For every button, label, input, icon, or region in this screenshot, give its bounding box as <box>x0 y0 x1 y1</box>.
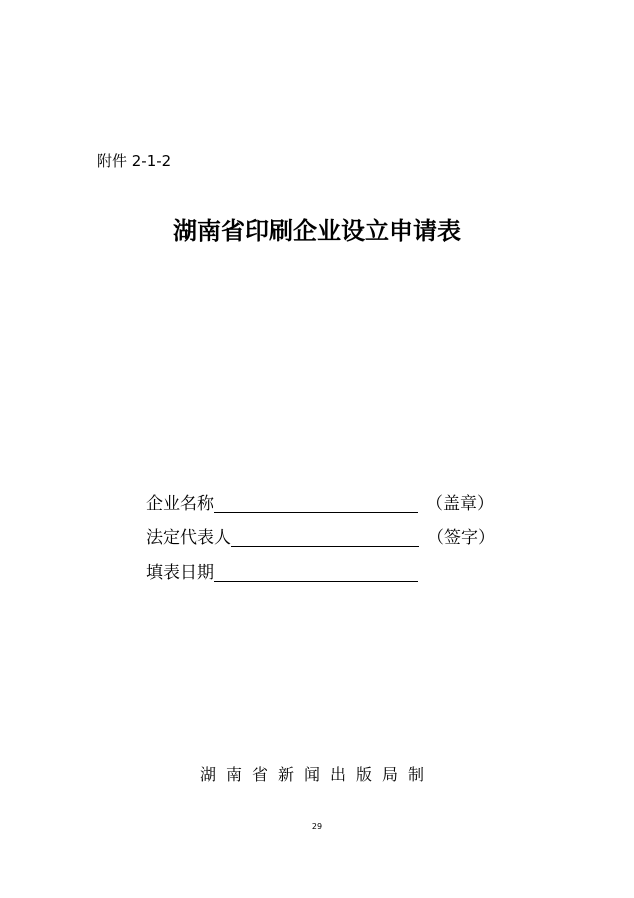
attachment-label: 附件 2-1-2 <box>97 152 172 170</box>
page-number: 29 <box>311 822 323 831</box>
legal-representative-field[interactable] <box>231 526 419 547</box>
fill-date-label: 填表日期 <box>146 563 214 583</box>
legal-representative-label: 法定代表人 <box>146 528 231 548</box>
publisher-line: 湖南省新闻出版局制 <box>199 765 434 784</box>
company-name-note: （盖章） <box>426 494 494 514</box>
company-name-row <box>146 490 494 516</box>
legal-representative-note: （签字） <box>427 528 495 548</box>
document-title: 湖南省印刷企业设立申请表 <box>173 217 461 245</box>
legal-representative-row <box>146 524 495 550</box>
fill-date-field[interactable] <box>214 561 418 582</box>
company-name-field[interactable] <box>214 492 418 513</box>
company-name-label: 企业名称 <box>146 494 214 514</box>
fill-date-row <box>146 559 418 585</box>
